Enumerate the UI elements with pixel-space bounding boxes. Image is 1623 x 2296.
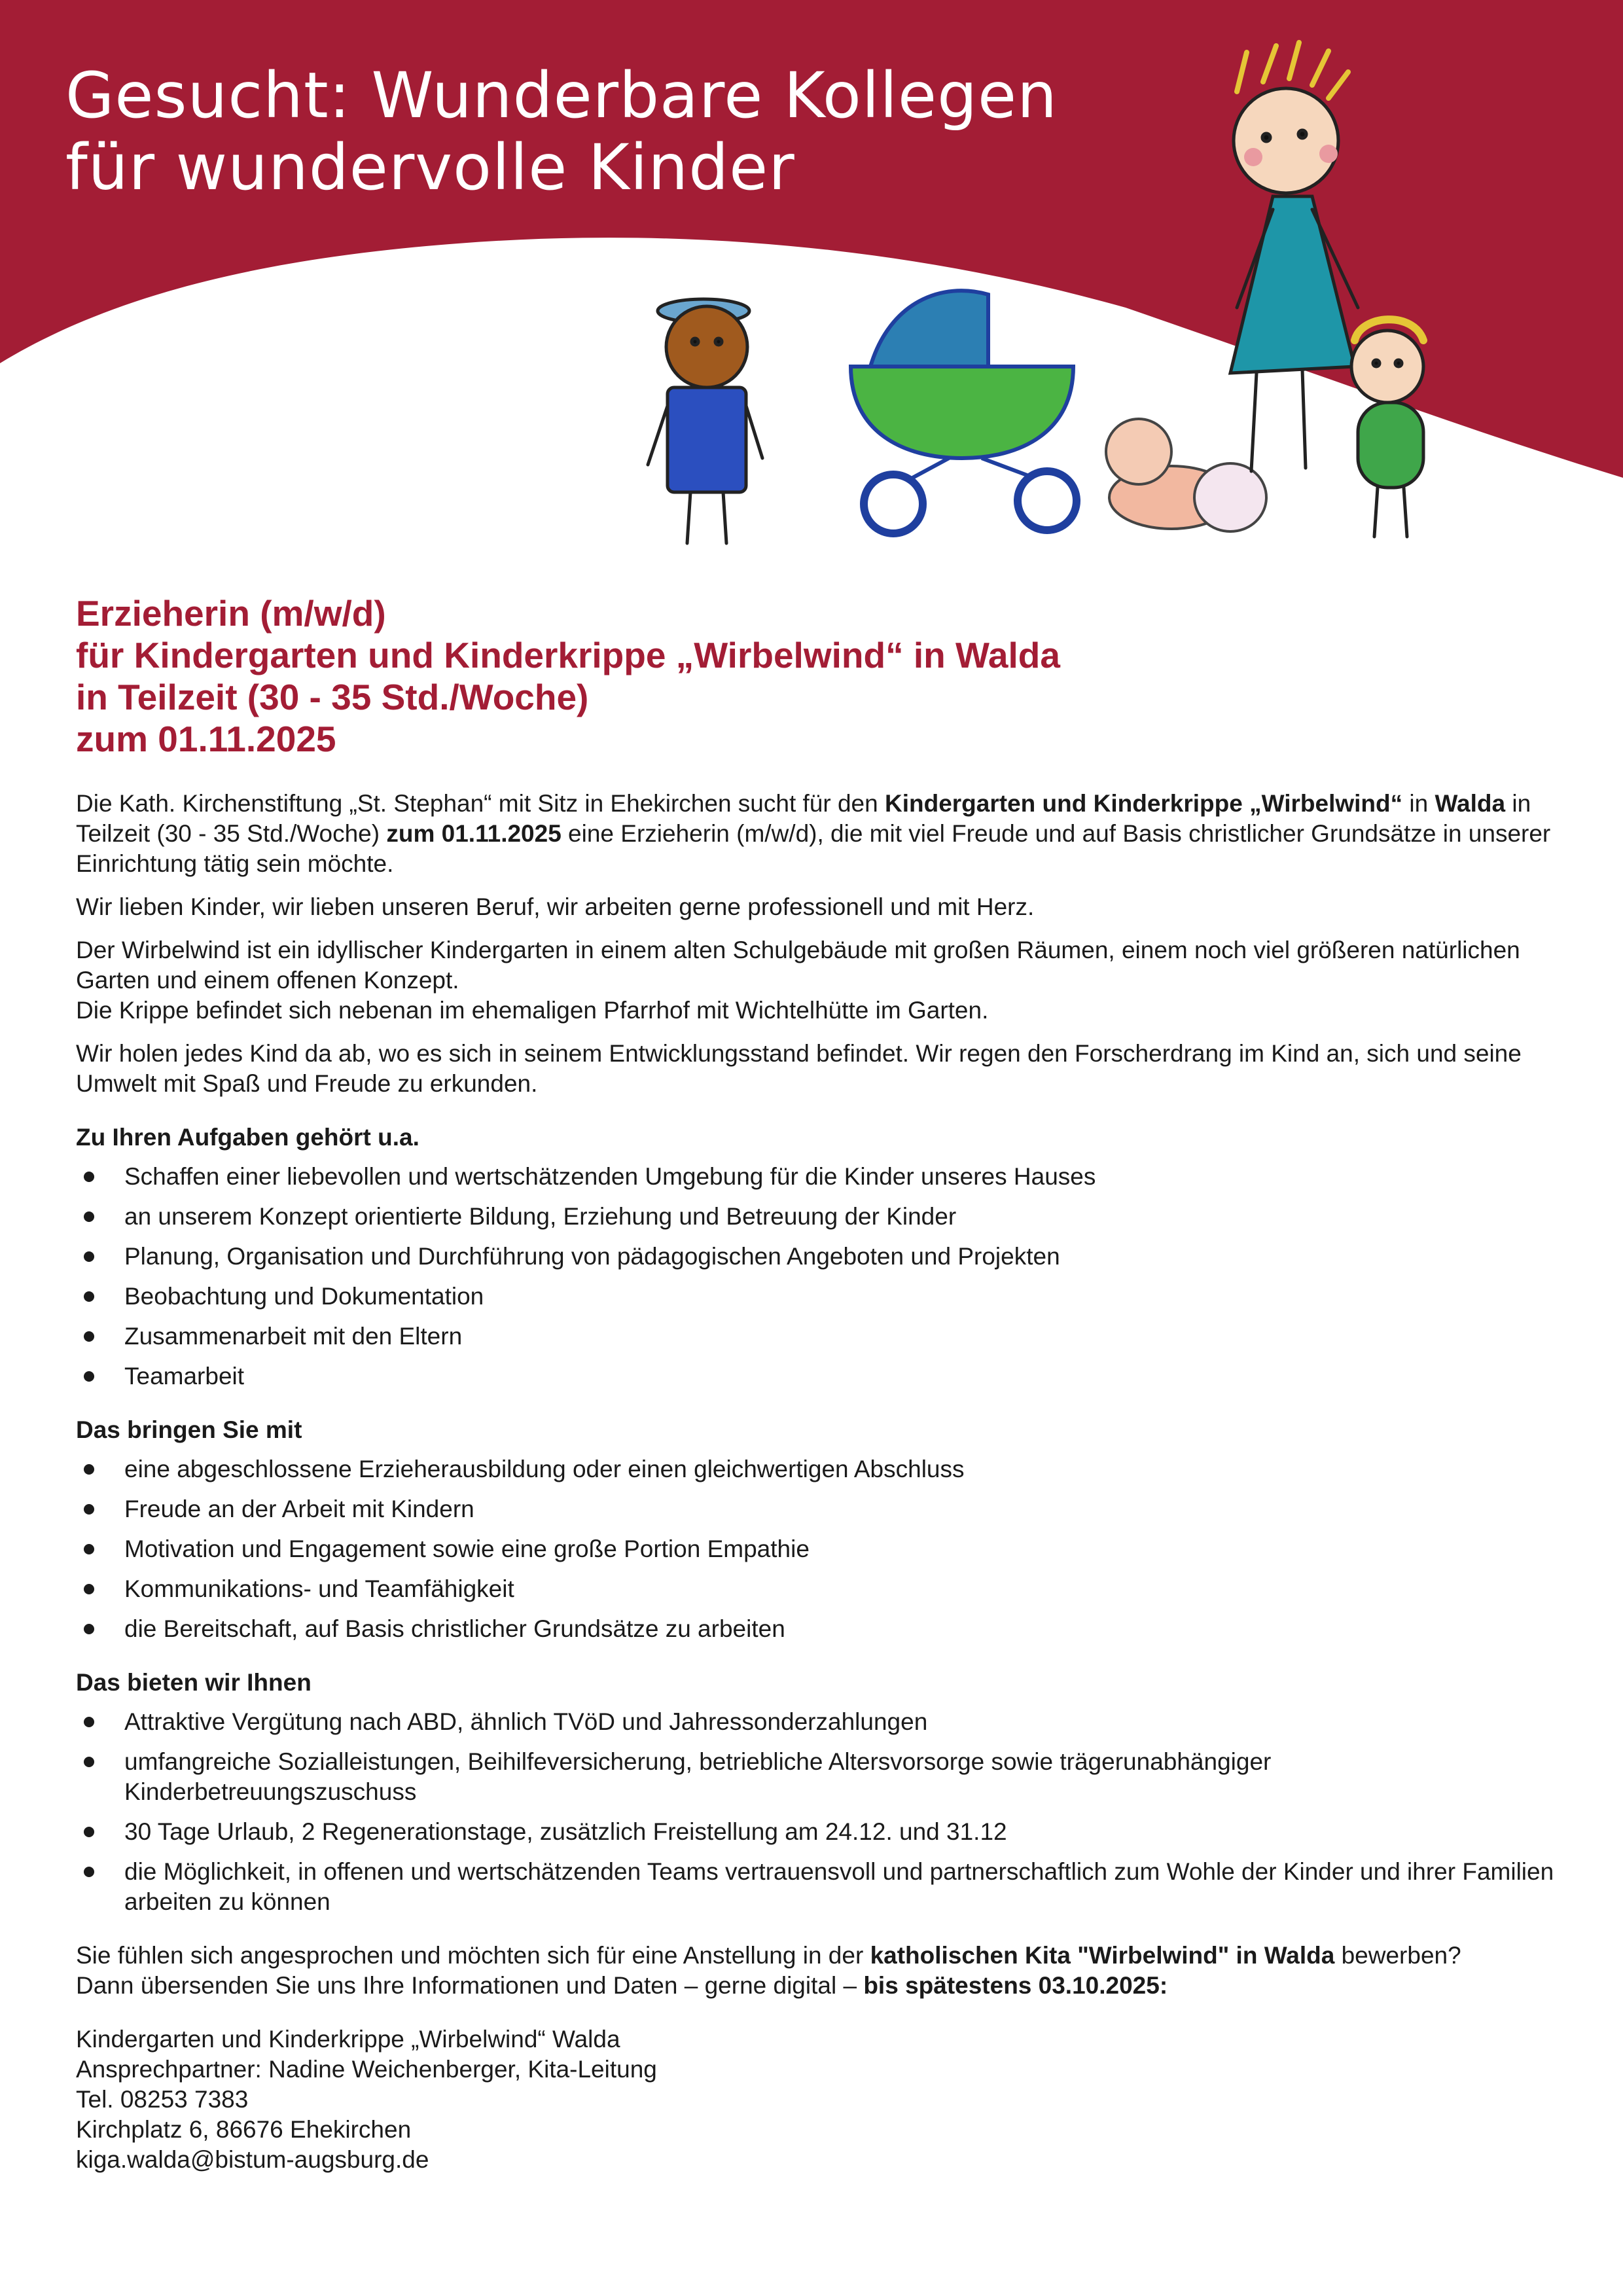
requirements-heading: Das bringen Sie mit bbox=[76, 1416, 302, 1443]
list-item: 30 Tage Urlaub, 2 Regenerationstage, zusätzlich Freistellung am 24.12. und 31.12 bbox=[76, 1817, 1555, 1847]
requirements-list bbox=[76, 1454, 1555, 1644]
job-posting bbox=[76, 592, 1555, 2175]
baby-drawing bbox=[1106, 419, 1266, 531]
list-item: eine abgeschlossene Erzieherausbildung oder einen gleichwertigen Abschluss bbox=[76, 1454, 1555, 1484]
love-paragraph: Wir lieben Kinder, wir lieben unseren Beruf, wir arbeiten gerne professionell und mit Herz. bbox=[76, 893, 1035, 920]
closing-paragraph: Sie fühlen sich angesprochen und möchten sich für eine Anstellung in der katholischen Kita "Wirbelwind" in Walda bewerben? Dann übersenden Sie uns Ihre Informationen und Daten – gerne digital – bis spätestens 03.10.2025: bbox=[76, 1942, 1461, 1999]
list-item: die Möglichkeit, in offenen und wertschätzenden Teams vertrauensvoll und partnerschaftlich zum Wohle der Kinder und ihrer Familien arbeiten zu können bbox=[76, 1857, 1555, 1917]
offer-heading: Das bieten wir Ihnen bbox=[76, 1669, 312, 1696]
offer-list bbox=[76, 1707, 1555, 1917]
job-title-line2: für Kindergarten und Kinderkrippe „Wirbelwind“ in Walda bbox=[76, 635, 1060, 675]
list-item: umfangreiche Sozialleistungen, Beihilfeversicherung, betriebliche Altersvorsorge sowie trägerunabhängiger Kinderbetreuungszuschuss bbox=[76, 1747, 1555, 1807]
list-item: Freude an der Arbeit mit Kindern bbox=[76, 1494, 1555, 1524]
list-item: Kommunikations- und Teamfähigkeit bbox=[76, 1574, 1555, 1604]
job-title-line4: zum 01.11.2025 bbox=[76, 719, 336, 759]
contact-address: Kirchplatz 6, 86676 Ehekirchen bbox=[76, 2116, 412, 2143]
girl-drawing bbox=[1351, 319, 1423, 537]
tasks-list bbox=[76, 1162, 1555, 1391]
job-title bbox=[76, 592, 1555, 760]
list-item: die Bereitschaft, auf Basis christlicher Grundsätze zu arbeiten bbox=[76, 1614, 1555, 1644]
boy-drawing bbox=[648, 299, 762, 543]
contact-email[interactable]: kiga.walda@bistum-augsburg.de bbox=[76, 2146, 429, 2173]
stroller-drawing bbox=[851, 291, 1077, 533]
contact-person: Ansprechpartner: Nadine Weichenberger, Kita-Leitung bbox=[76, 2056, 657, 2083]
list-item: Teamarbeit bbox=[76, 1361, 1555, 1391]
list-item: Zusammenarbeit mit den Eltern bbox=[76, 1321, 1555, 1352]
banner-headline-line1: Gesucht: Wunderbare Kollegen bbox=[65, 59, 1058, 132]
job-title-line1: Erzieherin (m/w/d) bbox=[76, 593, 386, 634]
list-item: an unserem Konzept orientierte Bildung, Erziehung und Betreuung der Kinder bbox=[76, 1202, 1555, 1232]
list-item: Schaffen einer liebevollen und wertschätzenden Umgebung für die Kinder unseres Hauses bbox=[76, 1162, 1555, 1192]
list-item: Attraktive Vergütung nach ABD, ähnlich TVöD und Jahressonderzahlungen bbox=[76, 1707, 1555, 1737]
list-item: Planung, Organisation und Durchführung von pädagogischen Angeboten und Projekten bbox=[76, 1242, 1555, 1272]
intro-paragraph: Die Kath. Kirchenstiftung „St. Stephan“ mit Sitz in Ehekirchen sucht für den Kindergarten und Kinderkrippe „Wirbelwind“ in Walda in Teilzeit (30 - 35 Std./Woche) zum 01.11.2025 eine Erzieherin (m/w/d), die mit viel Freude und auf Basis christlicher Grundsätze in unserer Einrichtung tätig sein möchte. bbox=[76, 790, 1551, 877]
contact-org: Kindergarten und Kinderkrippe „Wirbelwind“ Walda bbox=[76, 2026, 620, 2053]
place-paragraph: Der Wirbelwind ist ein idyllischer Kindergarten in einem alten Schulgebäude mit großen Räumen, einem noch viel größeren natürlichen Garten und einem offenen Konzept. Die Krippe befindet sich nebenan im ehemaligen Pfarrhof mit Wichtelhütte im Garten. bbox=[76, 937, 1520, 1024]
job-title-line3: in Teilzeit (30 - 35 Std./Woche) bbox=[76, 677, 589, 717]
approach-paragraph: Wir holen jedes Kind da ab, wo es sich in seinem Entwicklungsstand befindet. Wir regen den Forscherdrang im Kind an, sich und seine Umwelt mit Spaß und Freude zu erkunden. bbox=[76, 1040, 1522, 1097]
tasks-heading: Zu Ihren Aufgaben gehört u.a. bbox=[76, 1124, 419, 1151]
list-item: Motivation und Engagement sowie eine große Portion Empathie bbox=[76, 1534, 1555, 1564]
contact-block bbox=[76, 2024, 1555, 2175]
banner-headline-line2: für wundervolle Kinder bbox=[65, 131, 795, 204]
contact-phone: Tel. 08253 7383 bbox=[76, 2086, 249, 2113]
list-item: Beobachtung und Dokumentation bbox=[76, 1282, 1555, 1312]
